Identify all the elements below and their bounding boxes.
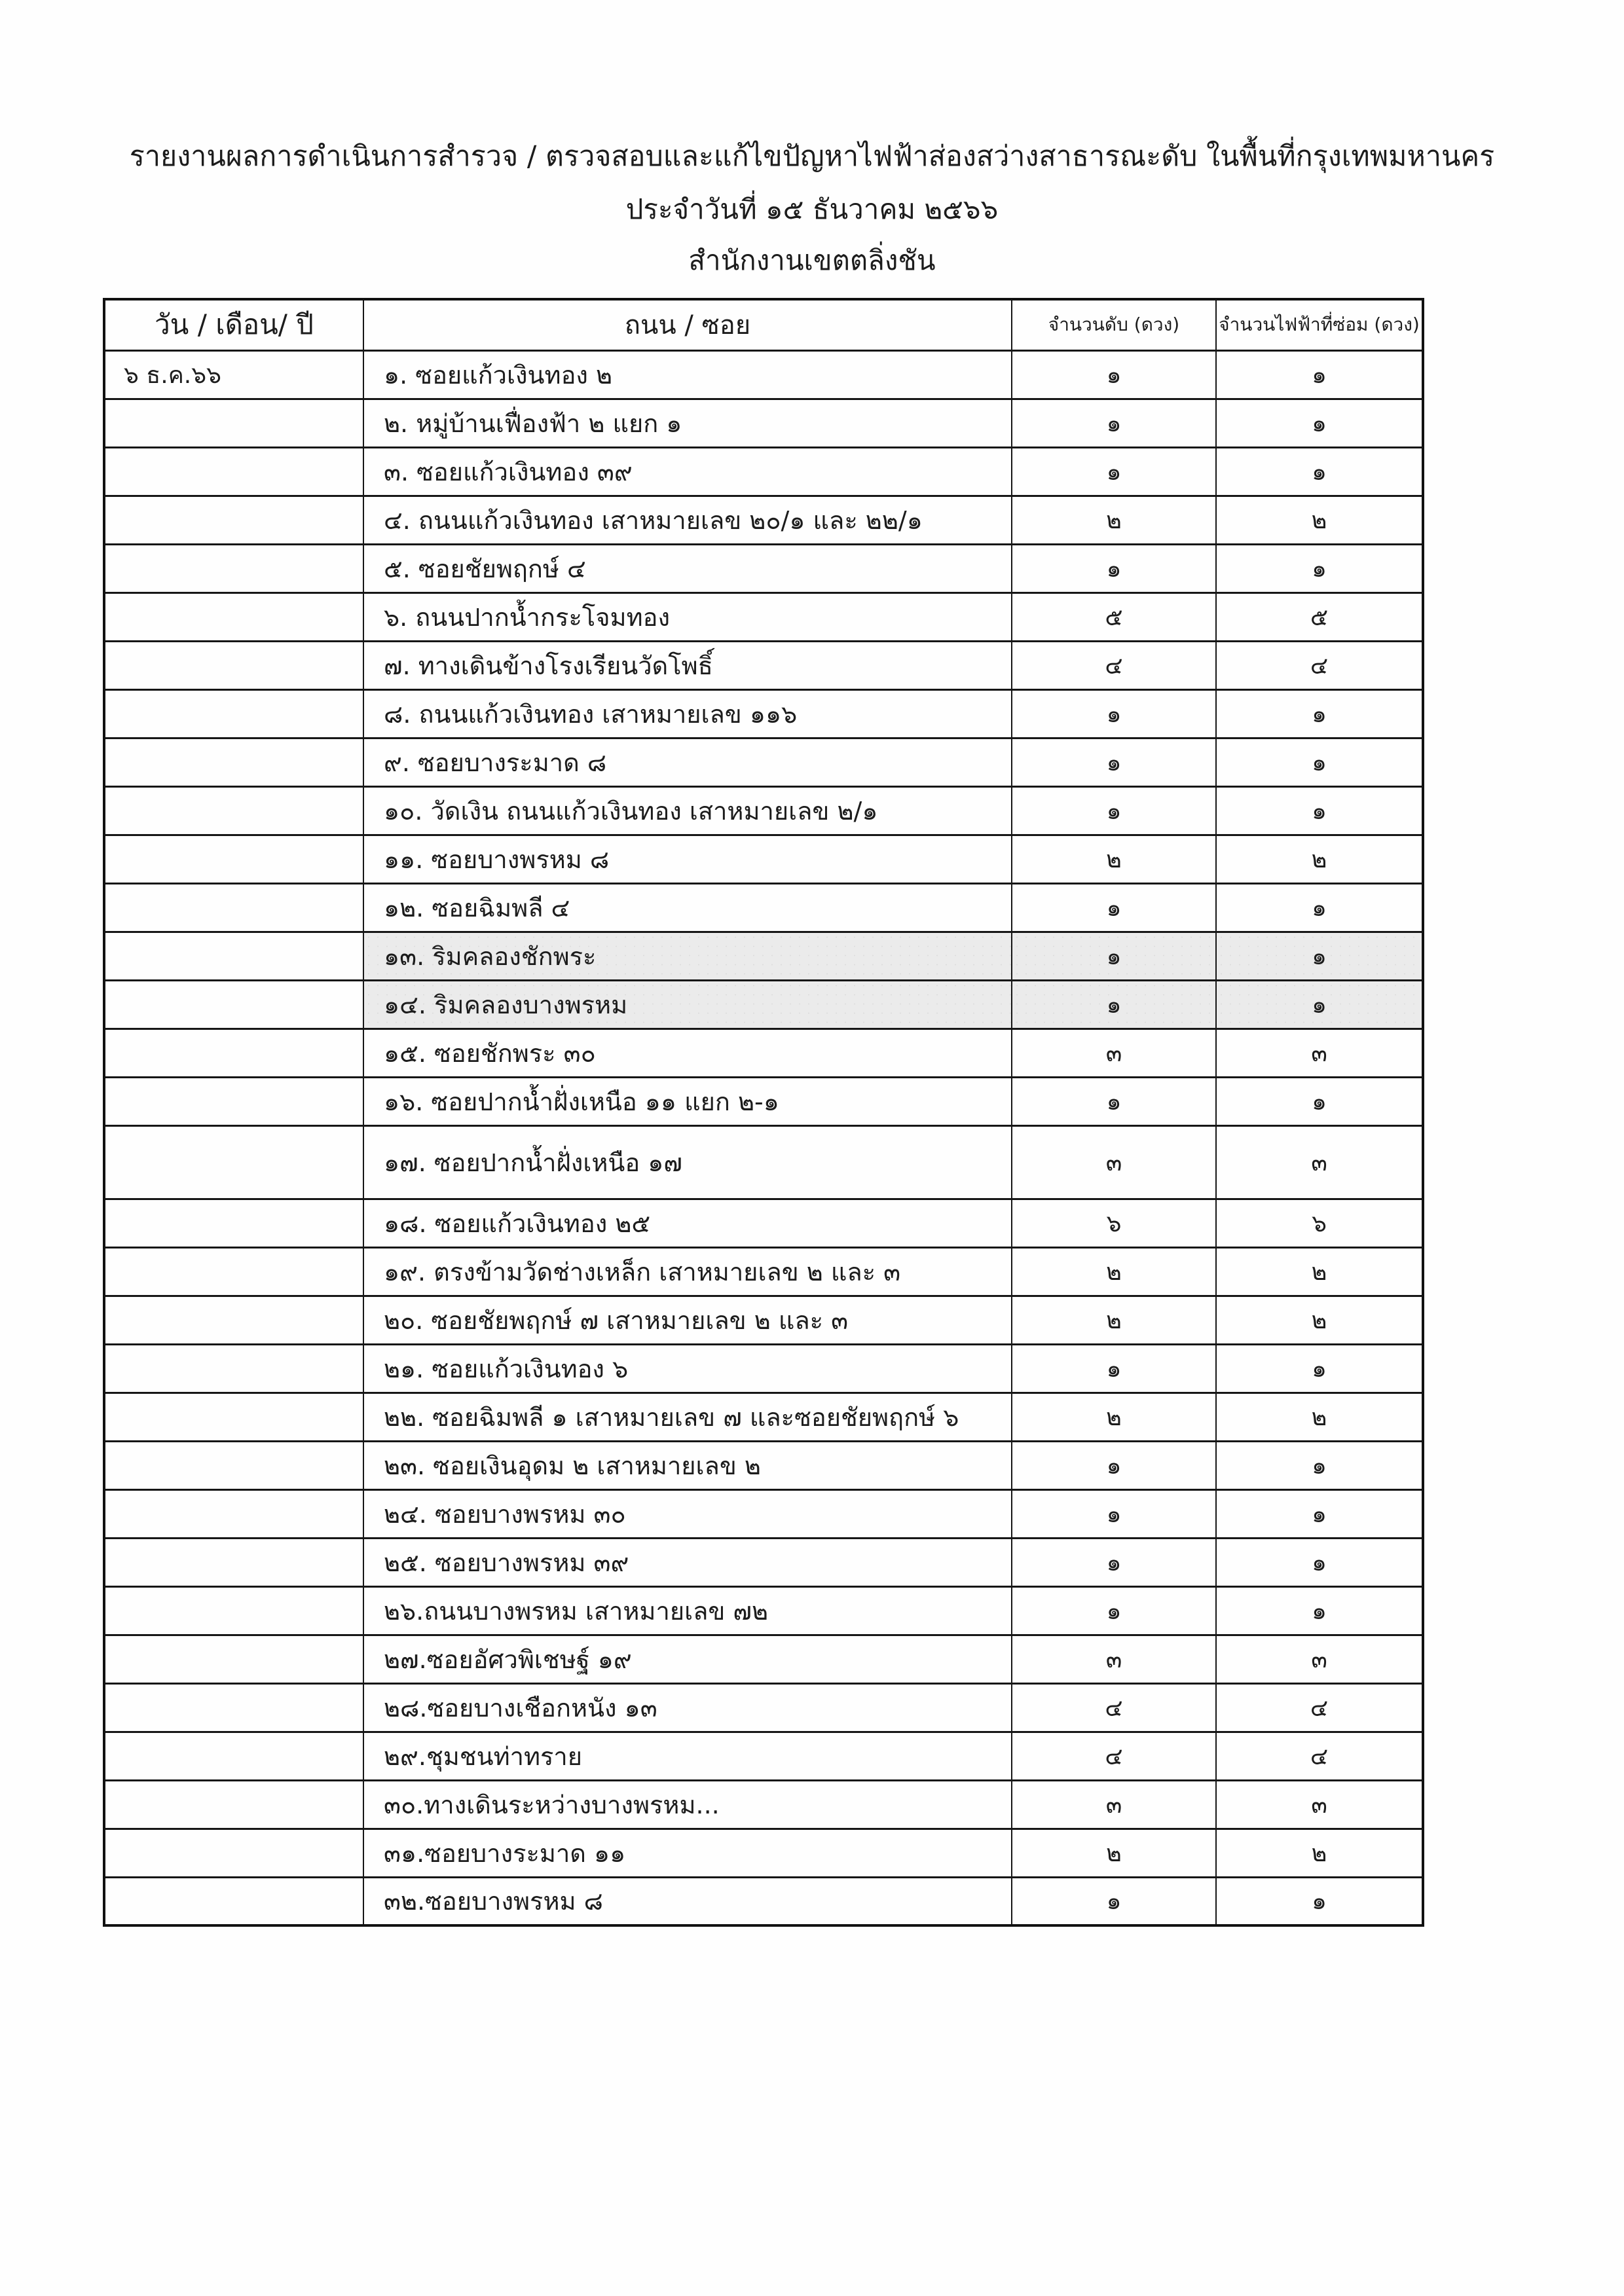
outage-count-cell: ๓ <box>1012 1780 1216 1829</box>
table-row <box>104 980 1423 1029</box>
outage-count-cell: ๑ <box>1012 738 1216 786</box>
outage-count-cell: ๔ <box>1012 1683 1216 1732</box>
location-cell: ๓. ซอยแก้วเงินทอง ๓๙ <box>363 447 1012 496</box>
repaired-count-cell: ๑ <box>1216 1077 1423 1125</box>
header-repaired-count: จำนวนไฟฟ้าที่ซ่อม (ดวง) <box>1216 299 1423 350</box>
repaired-count-cell: ๑ <box>1216 544 1423 592</box>
outage-count-cell: ๑ <box>1012 350 1216 399</box>
outage-count-cell: ๓ <box>1012 1125 1216 1199</box>
report-date-line: ประจำวันที่ ๑๕ ธันวาคม ๒๕๖๖ <box>625 193 999 225</box>
outage-count-cell: ๑ <box>1012 1489 1216 1538</box>
location-cell: ๑๕. ซอยชักพระ ๓๐ <box>363 1029 1012 1077</box>
date-cell <box>104 1125 363 1199</box>
location-cell: ๙. ซอยบางระมาด ๘ <box>363 738 1012 786</box>
outage-count-cell: ๑ <box>1012 1586 1216 1635</box>
location-cell: ๑๖. ซอยปากน้ำฝั่งเหนือ ๑๑ แยก ๒-๑ <box>363 1077 1012 1125</box>
date-cell <box>104 1829 363 1877</box>
repaired-count-cell: ๑ <box>1216 1489 1423 1538</box>
repaired-count-cell: ๑ <box>1216 350 1423 399</box>
date-cell <box>104 689 363 738</box>
report-title: รายงานผลการดำเนินการสำรวจ / ตรวจสอบและแก้ไขปัญหาไฟฟ้าส่องสว่างสาธารณะดับ ในพื้นที่กรุงเทพมหานคร <box>129 140 1495 173</box>
outage-count-cell: ๑ <box>1012 883 1216 932</box>
date-cell <box>104 447 363 496</box>
table-body <box>104 350 1423 1925</box>
location-cell: ๑๑. ซอยบางพรหม ๘ <box>363 835 1012 883</box>
outage-count-cell: ๒ <box>1012 1247 1216 1296</box>
date-cell <box>104 1877 363 1925</box>
location-cell: ๔. ถนนแก้วเงินทอง เสาหมายเลข ๒๐/๑ และ ๒๒/๑ <box>363 496 1012 544</box>
location-cell: ๒๕. ซอยบางพรหม ๓๙ <box>363 1538 1012 1586</box>
table-row <box>104 1125 1423 1199</box>
repaired-count-cell: ๑ <box>1216 932 1423 980</box>
date-cell <box>104 544 363 592</box>
date-cell <box>104 786 363 835</box>
table-row <box>104 1199 1423 1247</box>
repaired-count-cell: ๓ <box>1216 1125 1423 1199</box>
outage-count-cell: ๒ <box>1012 1393 1216 1441</box>
repaired-count-cell: ๒ <box>1216 1296 1423 1344</box>
repaired-count-cell: ๑ <box>1216 1344 1423 1393</box>
table-row <box>104 1489 1423 1538</box>
table-row <box>104 1393 1423 1441</box>
table-row <box>104 1877 1423 1925</box>
outage-count-cell: ๑ <box>1012 1344 1216 1393</box>
table-row <box>104 1829 1423 1877</box>
location-cell: ๓๒.ซอยบางพรหม ๘ <box>363 1877 1012 1925</box>
table-row <box>104 1247 1423 1296</box>
date-cell <box>104 1441 363 1489</box>
outage-count-cell: ๑ <box>1012 544 1216 592</box>
date-cell <box>104 1683 363 1732</box>
header-outage-count: จำนวนดับ (ดวง) <box>1012 299 1216 350</box>
location-cell: ๑๐. วัดเงิน ถนนแก้วเงินทอง เสาหมายเลข ๒/๑ <box>363 786 1012 835</box>
table-row <box>104 641 1423 689</box>
date-cell <box>104 1296 363 1344</box>
date-cell <box>104 1199 363 1247</box>
date-cell <box>104 1732 363 1780</box>
table-row <box>104 689 1423 738</box>
table-row <box>104 1441 1423 1489</box>
outage-count-cell: ๒ <box>1012 835 1216 883</box>
date-cell <box>104 1393 363 1441</box>
location-cell: ๒๐. ซอยชัยพฤกษ์ ๗ เสาหมายเลข ๒ และ ๓ <box>363 1296 1012 1344</box>
location-cell: ๒๑. ซอยแก้วเงินทอง ๖ <box>363 1344 1012 1393</box>
table-row <box>104 1029 1423 1077</box>
repaired-count-cell: ๓ <box>1216 1780 1423 1829</box>
date-cell <box>104 641 363 689</box>
table-row <box>104 1296 1423 1344</box>
outage-count-cell: ๓ <box>1012 1635 1216 1683</box>
location-cell: ๓๐.ทางเดินระหว่างบางพรหม... <box>363 1780 1012 1829</box>
outage-count-cell: ๑ <box>1012 399 1216 447</box>
table-row <box>104 447 1423 496</box>
date-cell <box>104 932 363 980</box>
table-header <box>104 299 1423 350</box>
table-row <box>104 1635 1423 1683</box>
location-cell: ๘. ถนนแก้วเงินทอง เสาหมายเลข ๑๑๖ <box>363 689 1012 738</box>
date-cell <box>104 1247 363 1296</box>
repaired-count-cell: ๑ <box>1216 1441 1423 1489</box>
report-header <box>0 140 1624 276</box>
outage-count-cell: ๑ <box>1012 1441 1216 1489</box>
table-row <box>104 932 1423 980</box>
table-row <box>104 592 1423 641</box>
date-cell <box>104 835 363 883</box>
date-cell: ๖ ธ.ค.๖๖ <box>104 350 363 399</box>
date-cell <box>104 738 363 786</box>
date-cell <box>104 496 363 544</box>
date-cell <box>104 1029 363 1077</box>
outage-count-cell: ๑ <box>1012 1077 1216 1125</box>
table-row <box>104 1586 1423 1635</box>
table-row <box>104 496 1423 544</box>
repaired-count-cell: ๑ <box>1216 738 1423 786</box>
table-row <box>104 544 1423 592</box>
table-row <box>104 883 1423 932</box>
repaired-count-cell: ๑ <box>1216 689 1423 738</box>
outage-count-cell: ๕ <box>1012 592 1216 641</box>
date-cell <box>104 1077 363 1125</box>
table-row <box>104 1077 1423 1125</box>
outage-count-cell: ๒ <box>1012 496 1216 544</box>
repaired-count-cell: ๑ <box>1216 399 1423 447</box>
table-row <box>104 1732 1423 1780</box>
repaired-count-cell: ๕ <box>1216 592 1423 641</box>
date-cell <box>104 1635 363 1683</box>
repaired-count-cell: ๒ <box>1216 835 1423 883</box>
table-row <box>104 738 1423 786</box>
outage-count-cell: ๑ <box>1012 786 1216 835</box>
outage-count-cell: ๑ <box>1012 1538 1216 1586</box>
date-cell <box>104 883 363 932</box>
repaired-count-cell: ๒ <box>1216 1247 1423 1296</box>
repaired-count-cell: ๑ <box>1216 786 1423 835</box>
location-cell: ๗. ทางเดินข้างโรงเรียนวัดโพธิ์ <box>363 641 1012 689</box>
location-cell: ๒๓. ซอยเงินอุดม ๒ เสาหมายเลข ๒ <box>363 1441 1012 1489</box>
location-cell: ๑๘. ซอยแก้วเงินทอง ๒๕ <box>363 1199 1012 1247</box>
location-cell: ๓๑.ซอยบางระมาด ๑๑ <box>363 1829 1012 1877</box>
table-row <box>104 786 1423 835</box>
repaired-count-cell: ๒ <box>1216 1829 1423 1877</box>
repaired-count-cell: ๓ <box>1216 1029 1423 1077</box>
table-row <box>104 1538 1423 1586</box>
location-cell: ๒๗.ซอยอัศวพิเชษฐ์ ๑๙ <box>363 1635 1012 1683</box>
outage-count-cell: ๓ <box>1012 1029 1216 1077</box>
outage-count-cell: ๒ <box>1012 1829 1216 1877</box>
date-cell <box>104 1780 363 1829</box>
repaired-count-cell: ๑ <box>1216 980 1423 1029</box>
repaired-count-cell: ๓ <box>1216 1635 1423 1683</box>
location-cell: ๒๙.ชุมชนท่าทราย <box>363 1732 1012 1780</box>
table-row <box>104 350 1423 399</box>
outage-count-cell: ๑ <box>1012 932 1216 980</box>
location-cell: ๕. ซอยชัยพฤกษ์ ๔ <box>363 544 1012 592</box>
outage-count-cell: ๒ <box>1012 1296 1216 1344</box>
outage-count-cell: ๖ <box>1012 1199 1216 1247</box>
outage-count-cell: ๑ <box>1012 447 1216 496</box>
outage-count-cell: ๔ <box>1012 1732 1216 1780</box>
date-cell <box>104 1586 363 1635</box>
date-cell <box>104 1489 363 1538</box>
table-row <box>104 1344 1423 1393</box>
repaired-count-cell: ๑ <box>1216 1586 1423 1635</box>
repaired-count-cell: ๖ <box>1216 1199 1423 1247</box>
repaired-count-cell: ๑ <box>1216 1877 1423 1925</box>
header-location: ถนน / ซอย <box>363 299 1012 350</box>
table-row <box>104 399 1423 447</box>
location-cell: ๒๘.ซอยบางเชือกหนัง ๑๓ <box>363 1683 1012 1732</box>
location-cell: ๑๒. ซอยฉิมพลี ๔ <box>363 883 1012 932</box>
table-row <box>104 1683 1423 1732</box>
location-cell: ๑๔. ริมคลองบางพรหม <box>363 980 1012 1029</box>
outage-count-cell: ๑ <box>1012 980 1216 1029</box>
location-cell: ๑. ซอยแก้วเงินทอง ๒ <box>363 350 1012 399</box>
repaired-count-cell: ๑ <box>1216 447 1423 496</box>
survey-results-table <box>103 298 1424 1927</box>
repaired-count-cell: ๔ <box>1216 1732 1423 1780</box>
outage-count-cell: ๔ <box>1012 641 1216 689</box>
header-date: วัน / เดือน/ ปี <box>104 299 363 350</box>
location-cell: ๖. ถนนปากน้ำกระโจมทอง <box>363 592 1012 641</box>
location-cell: ๒๔. ซอยบางพรหม ๓๐ <box>363 1489 1012 1538</box>
location-cell: ๑๓. ริมคลองชักพระ <box>363 932 1012 980</box>
table-row <box>104 1780 1423 1829</box>
date-cell <box>104 980 363 1029</box>
repaired-count-cell: ๔ <box>1216 1683 1423 1732</box>
outage-count-cell: ๑ <box>1012 689 1216 738</box>
repaired-count-cell: ๑ <box>1216 1538 1423 1586</box>
table-row <box>104 835 1423 883</box>
location-cell: ๑๗. ซอยปากน้ำฝั่งเหนือ ๑๗ <box>363 1125 1012 1199</box>
location-cell: ๒๖.ถนนบางพรหม เสาหมายเลข ๗๒ <box>363 1586 1012 1635</box>
repaired-count-cell: ๒ <box>1216 496 1423 544</box>
outage-count-cell: ๑ <box>1012 1877 1216 1925</box>
date-cell <box>104 1344 363 1393</box>
date-cell <box>104 399 363 447</box>
date-cell <box>104 592 363 641</box>
location-cell: ๑๙. ตรงข้ามวัดช่างเหล็ก เสาหมายเลข ๒ และ ๓ <box>363 1247 1012 1296</box>
location-cell: ๒. หมู่บ้านเฟื่องฟ้า ๒ แยก ๑ <box>363 399 1012 447</box>
repaired-count-cell: ๒ <box>1216 1393 1423 1441</box>
table-header-row <box>104 299 1423 350</box>
repaired-count-cell: ๑ <box>1216 883 1423 932</box>
district-office-name: สำนักงานเขตตลิ่งชัน <box>688 244 936 276</box>
location-cell: ๒๒. ซอยฉิมพลี ๑ เสาหมายเลข ๗ และซอยชัยพฤกษ์ ๖ <box>363 1393 1012 1441</box>
date-cell <box>104 1538 363 1586</box>
repaired-count-cell: ๔ <box>1216 641 1423 689</box>
